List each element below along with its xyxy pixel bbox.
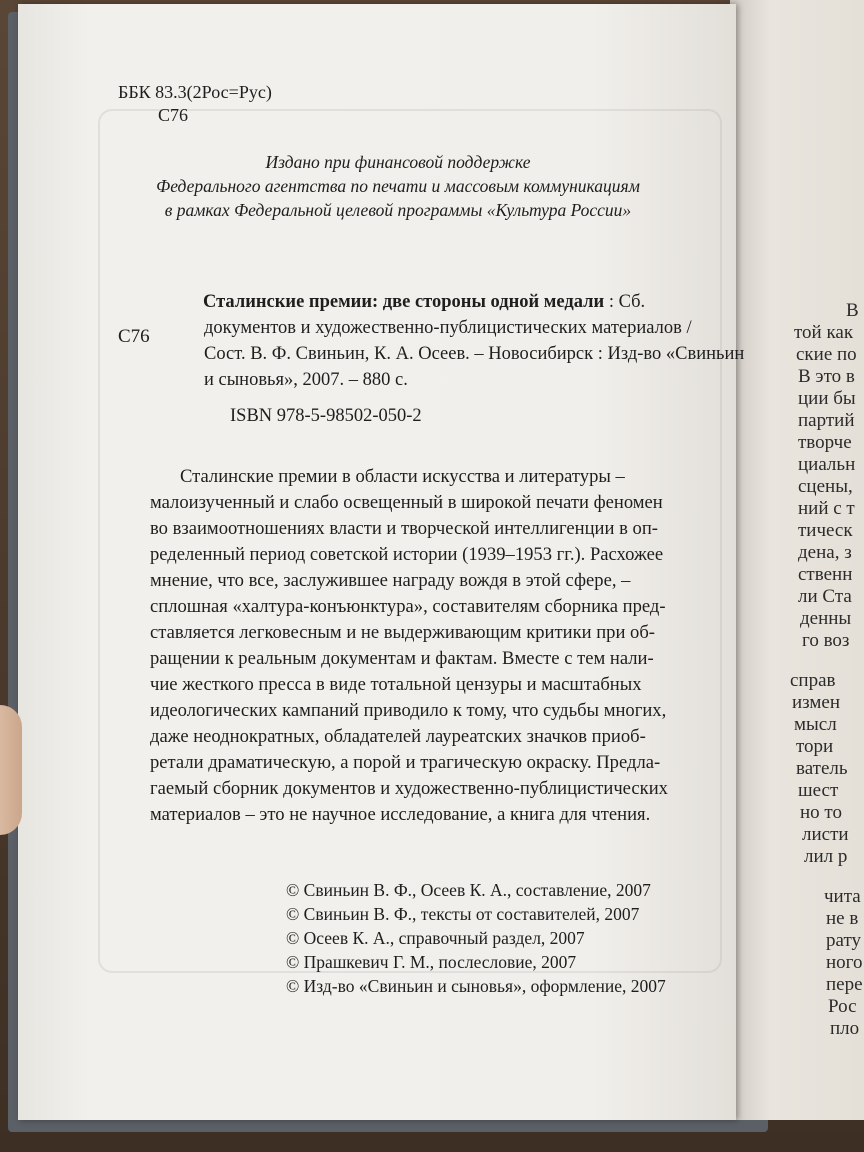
right-page xyxy=(730,0,864,1120)
right-page-line: пло xyxy=(830,1018,860,1039)
right-page-line: листи xyxy=(802,824,849,845)
copyright-line: © Свиньин В. Ф., Осеев К. А., составление, 2007 xyxy=(286,880,651,900)
abstract-line: сплошная «халтура-конъюнктура», составителям сборника пред- xyxy=(150,596,666,617)
support-line-3: в рамках Федеральной целевой программы «Культура России» xyxy=(164,200,632,220)
right-page-line: шест xyxy=(798,780,839,801)
right-page-line: тори xyxy=(796,736,834,757)
isbn: ISBN 978-5-98502-050-2 xyxy=(230,406,422,426)
bibliography-line-3: Сост. В. Ф. Свиньин, К. А. Осеев. – Новосибирск : Изд-во «Свиньин xyxy=(204,344,745,364)
bbk-code: ББК 83.3(2Рос=Рус) xyxy=(118,82,272,102)
right-page-line: мысл xyxy=(794,714,837,735)
abstract-line: чие жесткого пресса в виде тотальной цензуры и масштабных xyxy=(150,674,642,695)
copyright-line: © Изд-во «Свиньин и сыновья», оформление, 2007 xyxy=(286,976,666,996)
right-page-line: пере xyxy=(826,974,863,995)
abstract-line: материалов – это не научное исследование, а книга для чтения. xyxy=(150,804,651,825)
right-page-line: справ xyxy=(790,670,836,691)
finger xyxy=(0,705,22,835)
copyright-line: © Осеев К. А., справочный раздел, 2007 xyxy=(286,928,585,948)
right-page-line: лил р xyxy=(804,846,848,867)
bibliography-code: С76 xyxy=(118,326,150,347)
bibliography-line-1 xyxy=(203,292,645,313)
right-page-line: измен xyxy=(792,692,841,713)
abstract-line: мнение, что все, заслужившее награду вождя в этой сфере, – xyxy=(150,570,631,591)
copyright-line: © Прашкевич Г. М., послесловие, 2007 xyxy=(286,952,577,972)
support-line-1: Издано при финансовой поддержке xyxy=(265,152,531,172)
show-through-frame xyxy=(98,109,722,973)
right-page-line: Рос xyxy=(828,996,857,1017)
right-page-line: тическ xyxy=(798,520,853,541)
abstract-line: Сталинские премии в области искусства и литературы – xyxy=(180,466,625,487)
right-page-line: денны xyxy=(800,608,852,629)
right-page-line: партий xyxy=(798,410,855,431)
right-page-line: но то xyxy=(800,802,842,823)
left-page xyxy=(18,4,745,1120)
right-page-line: В это в xyxy=(798,366,855,387)
right-page-line: не в xyxy=(826,908,859,929)
abstract-line: во взаимоотношениях власти и творческой интеллигенции в оп- xyxy=(150,518,658,539)
abstract-line: даже неоднократных, обладателей лауреатских значков приоб- xyxy=(150,726,646,747)
right-page-line: чита xyxy=(824,886,861,907)
abstract-line: гаемый сборник документов и художественно-публицистических xyxy=(150,778,668,799)
right-page-line: В xyxy=(846,300,859,321)
bibliography-line-1-rest: : Сб. xyxy=(604,292,646,312)
right-page-line: ний с т xyxy=(798,498,855,519)
right-page-line: ции бы xyxy=(798,388,856,409)
right-page-line: творче xyxy=(798,432,852,453)
abstract-line: ращении к реальным документам и фактам. Вместе с тем нали- xyxy=(150,648,654,669)
abstract-line: малоизученный и слабо освещенный в широкой печати феномен xyxy=(150,492,663,513)
right-page-line: дена, з xyxy=(798,542,852,563)
abstract-line: ставляется легковесным и не выдерживающим критики при об- xyxy=(150,622,655,643)
right-page-line: ли Ста xyxy=(798,586,852,607)
bibliography-line-4: и сыновья», 2007. – 880 с. xyxy=(204,370,408,390)
right-page-line: ватель xyxy=(796,758,848,779)
author-mark: С76 xyxy=(158,105,189,125)
right-page-line: ного xyxy=(826,952,863,973)
abstract-line: ределенный период советской истории (1939–1953 гг.). Расхожее xyxy=(150,544,664,565)
right-page-line: той как xyxy=(794,322,854,343)
right-page-line: рату xyxy=(826,930,861,951)
abstract-line: идеологических кампаний приводило к тому, что судьбы многих, xyxy=(150,700,667,721)
abstract-line: ретали драматическую, а порой и трагическую окраску. Предла- xyxy=(150,752,661,773)
book-title: Сталинские премии: две стороны одной медали xyxy=(203,292,605,312)
support-line-2: Федерального агентства по печати и массовым коммуникациям xyxy=(156,176,640,196)
right-page-line: го воз xyxy=(802,630,850,651)
right-page-line: ские по xyxy=(796,344,857,365)
right-page-line: циальн xyxy=(798,454,856,475)
right-page-line: ственн xyxy=(798,564,853,585)
right-page-line: сцены, xyxy=(798,476,853,497)
bibliography-line-2: документов и художественно-публицистических материалов / xyxy=(204,318,692,338)
copyright-line: © Свиньин В. Ф., тексты от составителей, 2007 xyxy=(286,904,640,924)
